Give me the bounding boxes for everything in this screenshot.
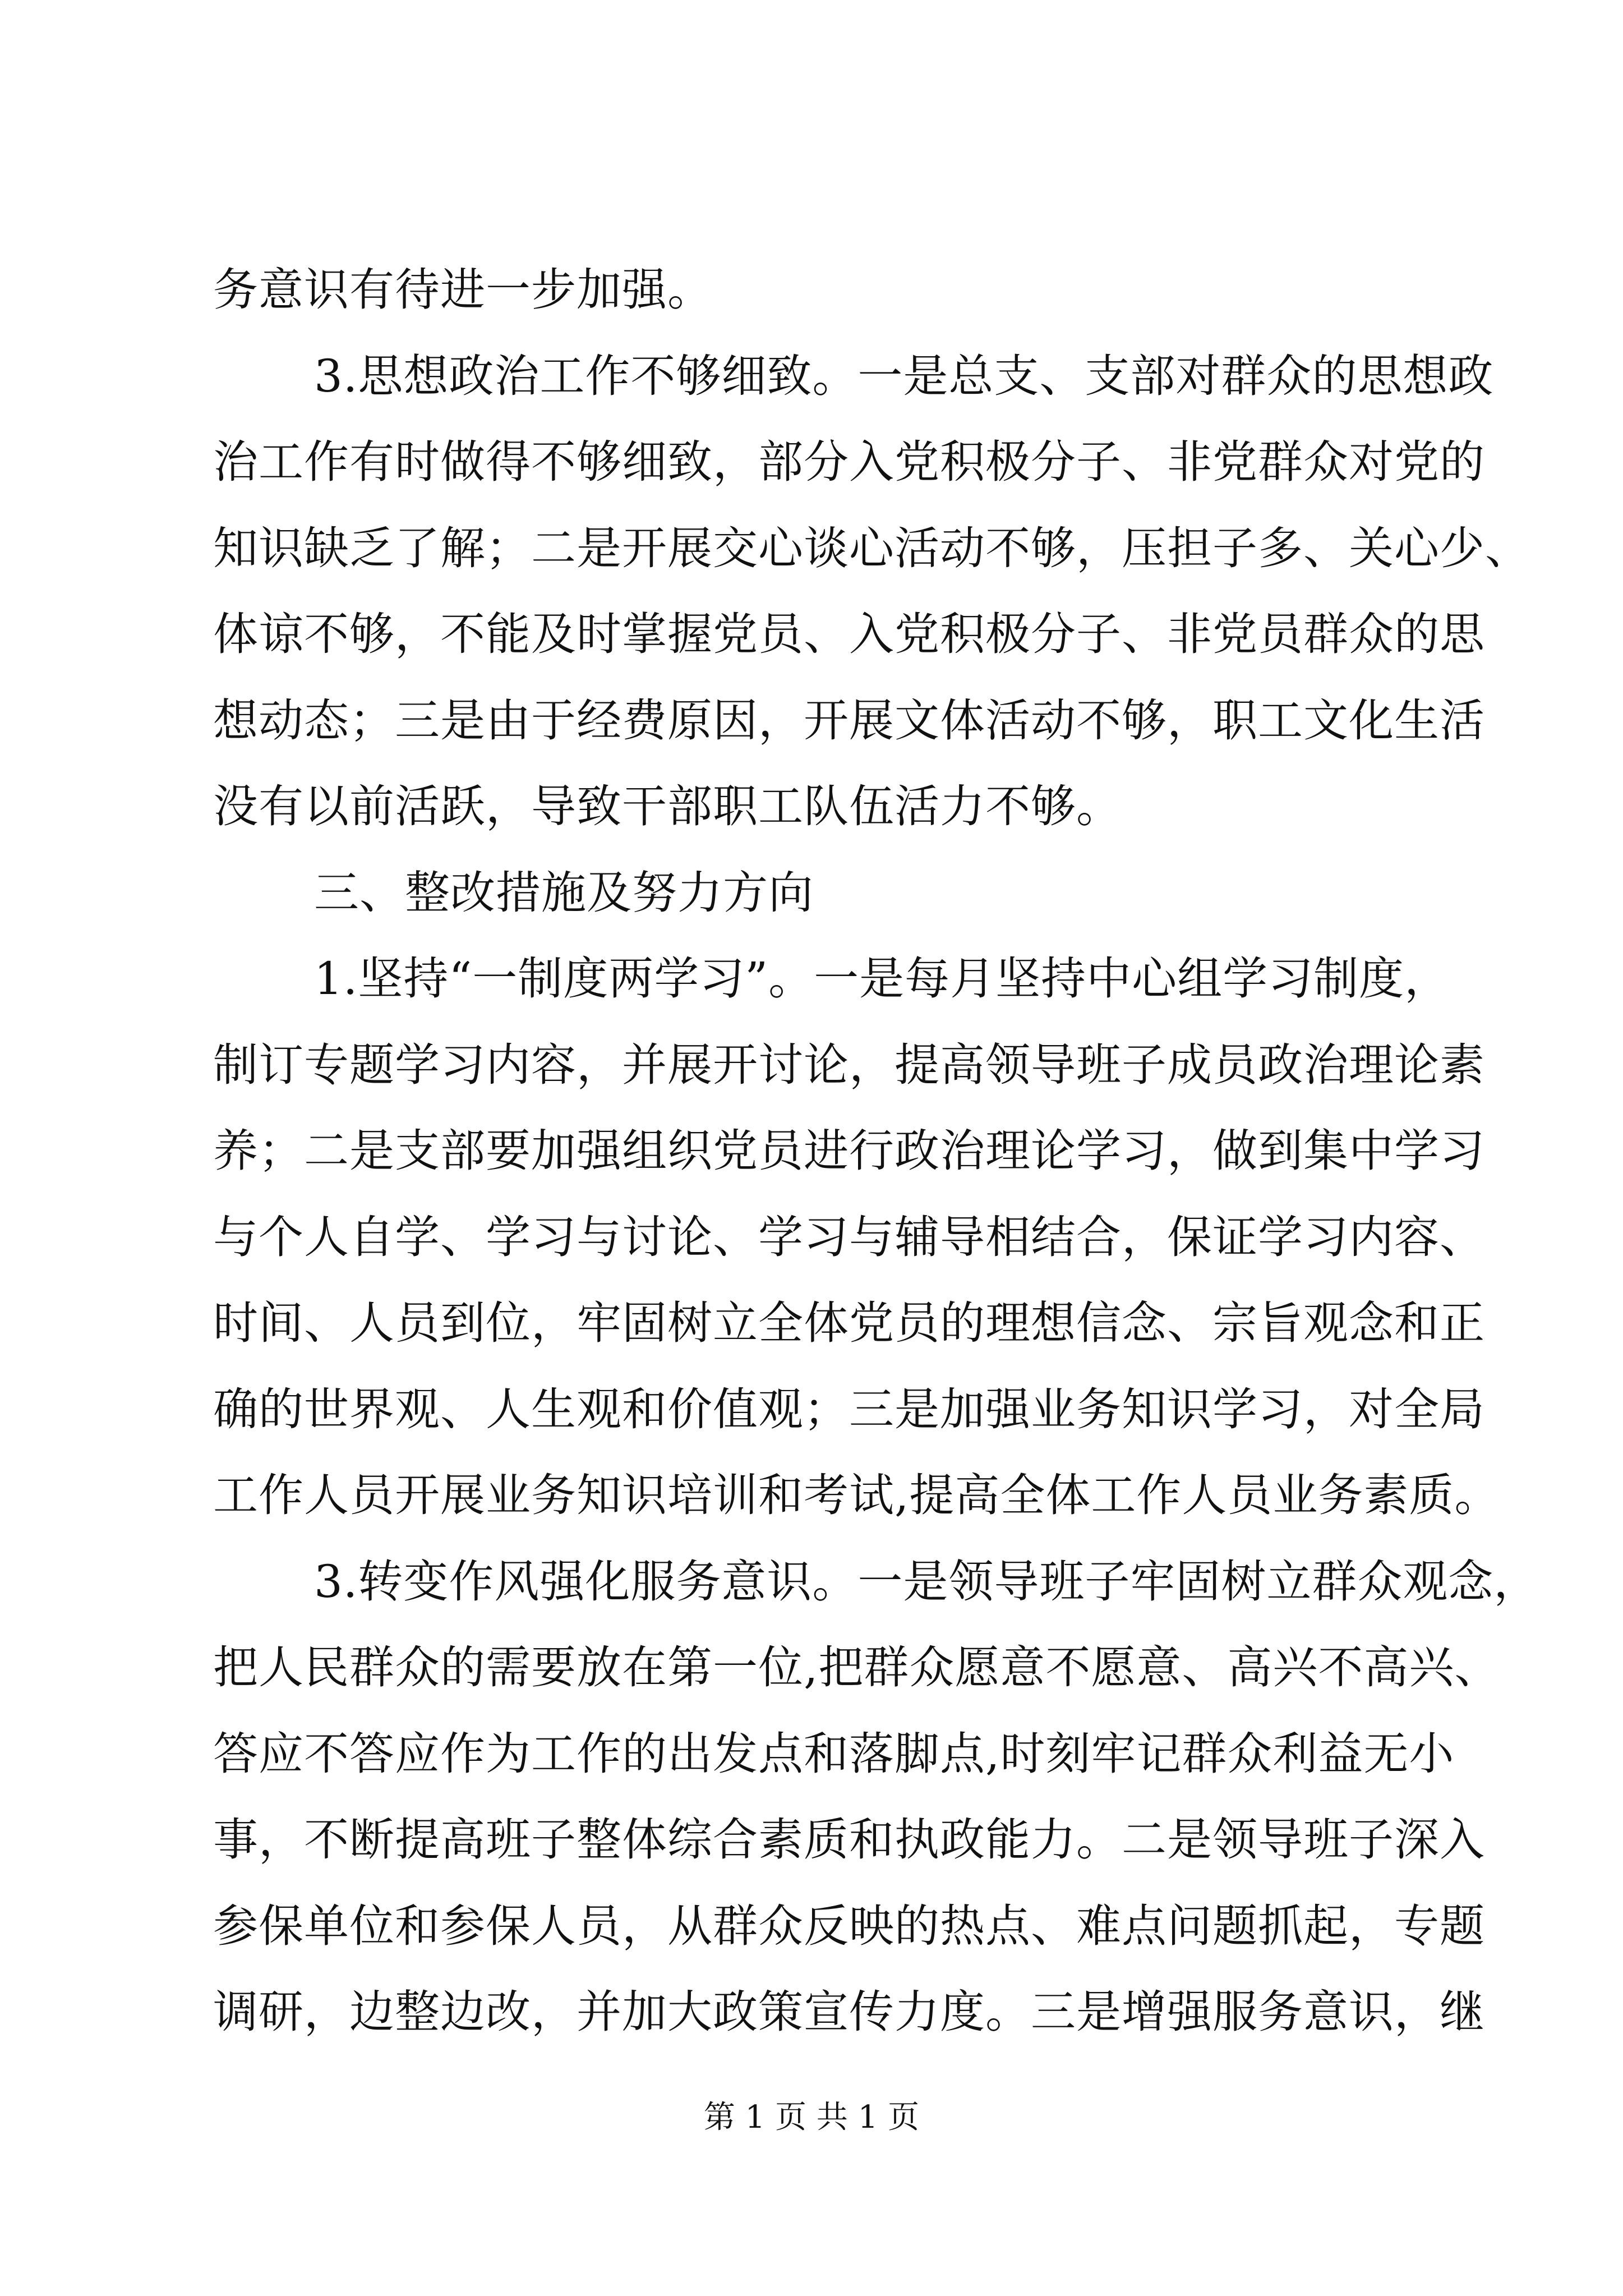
text-line: 3.转变作风强化服务意识。一是领导班子牢固树立群众观念，: [314, 1555, 1539, 1608]
text-line: 参保单位和参保人员，从群众反映的热点、难点问题抓起，专题: [213, 1899, 1485, 1952]
text-line: 知识缺乏了解；二是开展交心谈心活动不够，压担子多、关心少、: [213, 522, 1530, 574]
text-line: 想动态；三是由于经费原因，开展文体活动不够，职工文化生活: [213, 694, 1485, 747]
text-line: 1.坚持“一制度两学习”。一是每月坚持中心组学习制度，: [314, 953, 1450, 1005]
text-line: 工作人员开展业务知识培训和考试,提高全体工作人员业务素质。: [213, 1469, 1500, 1521]
text-line: 没有以前活跃，导致干部职工队伍活力不够。: [213, 780, 1122, 832]
text-line: 时间、人员到位，牢固树立全体党员的理想信念、宗旨观念和正: [213, 1297, 1485, 1349]
text-line: 养；二是支部要加强组织党员进行政治理论学习，做到集中学习: [213, 1125, 1485, 1177]
text-line: 把人民群众的需要放在第一位,把群众愿意不愿意、高兴不高兴、: [213, 1641, 1500, 1694]
text-line: 事，不断提高班子整体综合素质和执政能力。二是领导班子深入: [213, 1814, 1485, 1866]
text-line: 体谅不够，不能及时掌握党员、入党积极分子、非党员群众的思: [213, 608, 1485, 660]
text-line: 调研，边整边改，并加大政策宣传力度。三是增强服务意识，继: [213, 1986, 1485, 2038]
text-line: 3.思想政治工作不够细致。一是总支、支部对群众的思想政: [314, 349, 1494, 402]
text-line: 答应不答应作为工作的出发点和落脚点,时刻牢记群众利益无小: [213, 1727, 1455, 1780]
text-line: 制订专题学习内容，并展开讨论，提高领导班子成员政治理论素: [213, 1038, 1485, 1091]
text-line: 确的世界观、人生观和价值观；三是加强业务知识学习，对全局: [213, 1383, 1485, 1435]
page-footer: 第 1 页 共 1 页: [703, 2099, 920, 2136]
text-line: 与个人自学、学习与讨论、学习与辅导相结合，保证学习内容、: [213, 1211, 1485, 1263]
text-line: 治工作有时做得不够细致，部分入党积极分子、非党群众对党的: [213, 436, 1485, 488]
section-heading: 三、整改措施及努力方向: [314, 866, 814, 919]
document-body: [213, 247, 1539, 2055]
text-line: 务意识有待进一步加强。: [213, 264, 713, 316]
